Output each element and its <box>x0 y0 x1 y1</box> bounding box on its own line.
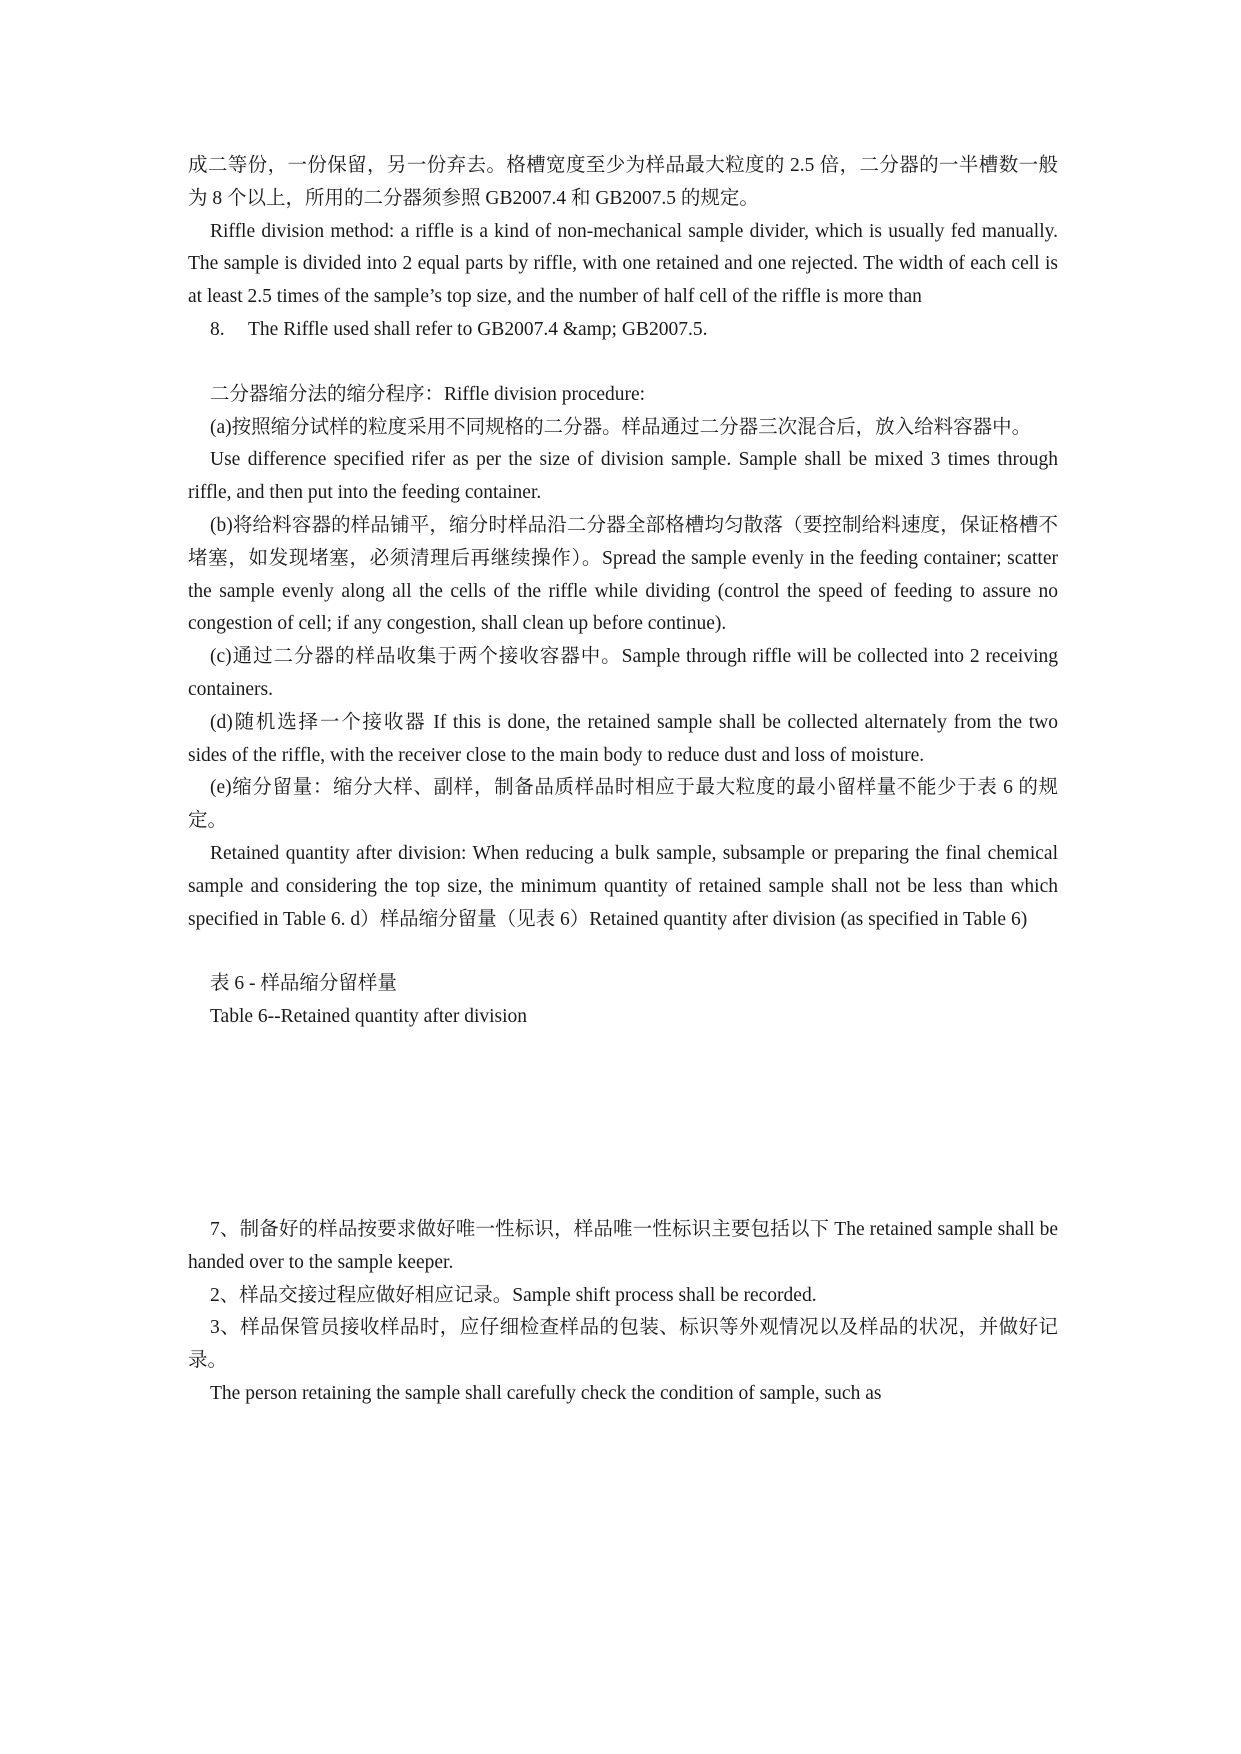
step-e-en: Retained quantity after division: When reducing a bulk sample, subsample or preparing the final chemical sample and considering the top size, the minimum quantity of retained sample shall not be less than which specified in Table 6. d）样品缩分留量（见表 6）Retained quantity after division (as specified in Table 6) <box>188 842 1058 930</box>
step-a-en: Use difference specified rifer as per the size of division sample. Sample shall be mixed 3 times through riffle, and then put into the feeding container. <box>188 449 1058 504</box>
table-caption-en: Table 6--Retained quantity after division <box>210 1006 528 1028</box>
table-placeholder <box>188 1034 1058 1214</box>
step-b: (b)将给料容器的样品铺平，缩分时样品沿二分器全部格槽均匀散落（要控制给料速度，保证格槽不堵塞，如发现堵塞，必须清理后再继续操作）。Spread the sample evenly in the feeding container; scatter the sample evenly along all the cells of the riffle while dividing (control the speed of feeding to assure no congestion of cell; if any congestion, shall clean up before continue). <box>188 514 1058 635</box>
list-item-text: The Riffle used shall refer to GB2007.4 &amp; GB2007.5. <box>248 318 708 340</box>
spacer <box>188 347 1058 379</box>
step-e-cn: (e)缩分留量：缩分大样、副样，制备品质样品时相应于最大粒度的最小留样量不能少于表 6 的规定。 <box>188 777 1058 832</box>
paragraph-item-3-cn: 3、样品保管员接收样品时，应仔细检查样品的包装、标识等外观情况以及样品的状况，并做好记录。 <box>188 1317 1058 1372</box>
paragraph-riffle-en: Riffle division method: a riffle is a kind of non-mechanical sample divider, which is usually fed manually. The sample is divided into 2 equal parts by riffle, with one retained and one rejected. The width of each cell is at least 2.5 times of the sample’s top size, and the number of half cell of the riffle is more than <box>188 220 1058 308</box>
table-caption-cn: 表 6 - 样品缩分留样量 <box>210 973 397 995</box>
spacer <box>188 936 1058 968</box>
step-c: (c)通过二分器的样品收集于两个接收容器中。Sample through riffle will be collected into 2 receiving containers. <box>188 646 1058 700</box>
document-page <box>188 150 1058 1411</box>
paragraph-riffle-cn: 成二等份，一份保留，另一份弃去。格槽宽度至少为样品最大粒度的 2.5 倍，二分器的一半槽数一般为 8 个以上，所用的二分器须参照 GB2007.4 和 GB2007.5 的规定。 <box>188 155 1058 209</box>
paragraph-item-7: 7、制备好的样品按要求做好唯一性标识，样品唯一性标识主要包括以下 The retained sample shall be handed over to the sample keeper. <box>188 1218 1058 1273</box>
step-d: (d)随机选择一个接收器 If this is done, the retained sample shall be collected alternately from the two sides of the riffle, with the receiver close to the main body to reduce dust and loss of moisture. <box>188 711 1058 766</box>
paragraph-item-3-en: The person retaining the sample shall carefully check the condition of sample, such as <box>210 1382 882 1404</box>
paragraph-item-2: 2、样品交接过程应做好相应记录。Sample shift process shall be recorded. <box>210 1284 817 1306</box>
list-item-8 <box>188 314 1058 347</box>
step-a-cn: (a)按照缩分试样的粒度采用不同规格的二分器。样品通过二分器三次混合后，放入给料容器中。 <box>210 416 1032 438</box>
procedure-heading: 二分器缩分法的缩分程序：Riffle division procedure: <box>210 383 646 405</box>
list-item-number: 8. <box>210 318 225 340</box>
